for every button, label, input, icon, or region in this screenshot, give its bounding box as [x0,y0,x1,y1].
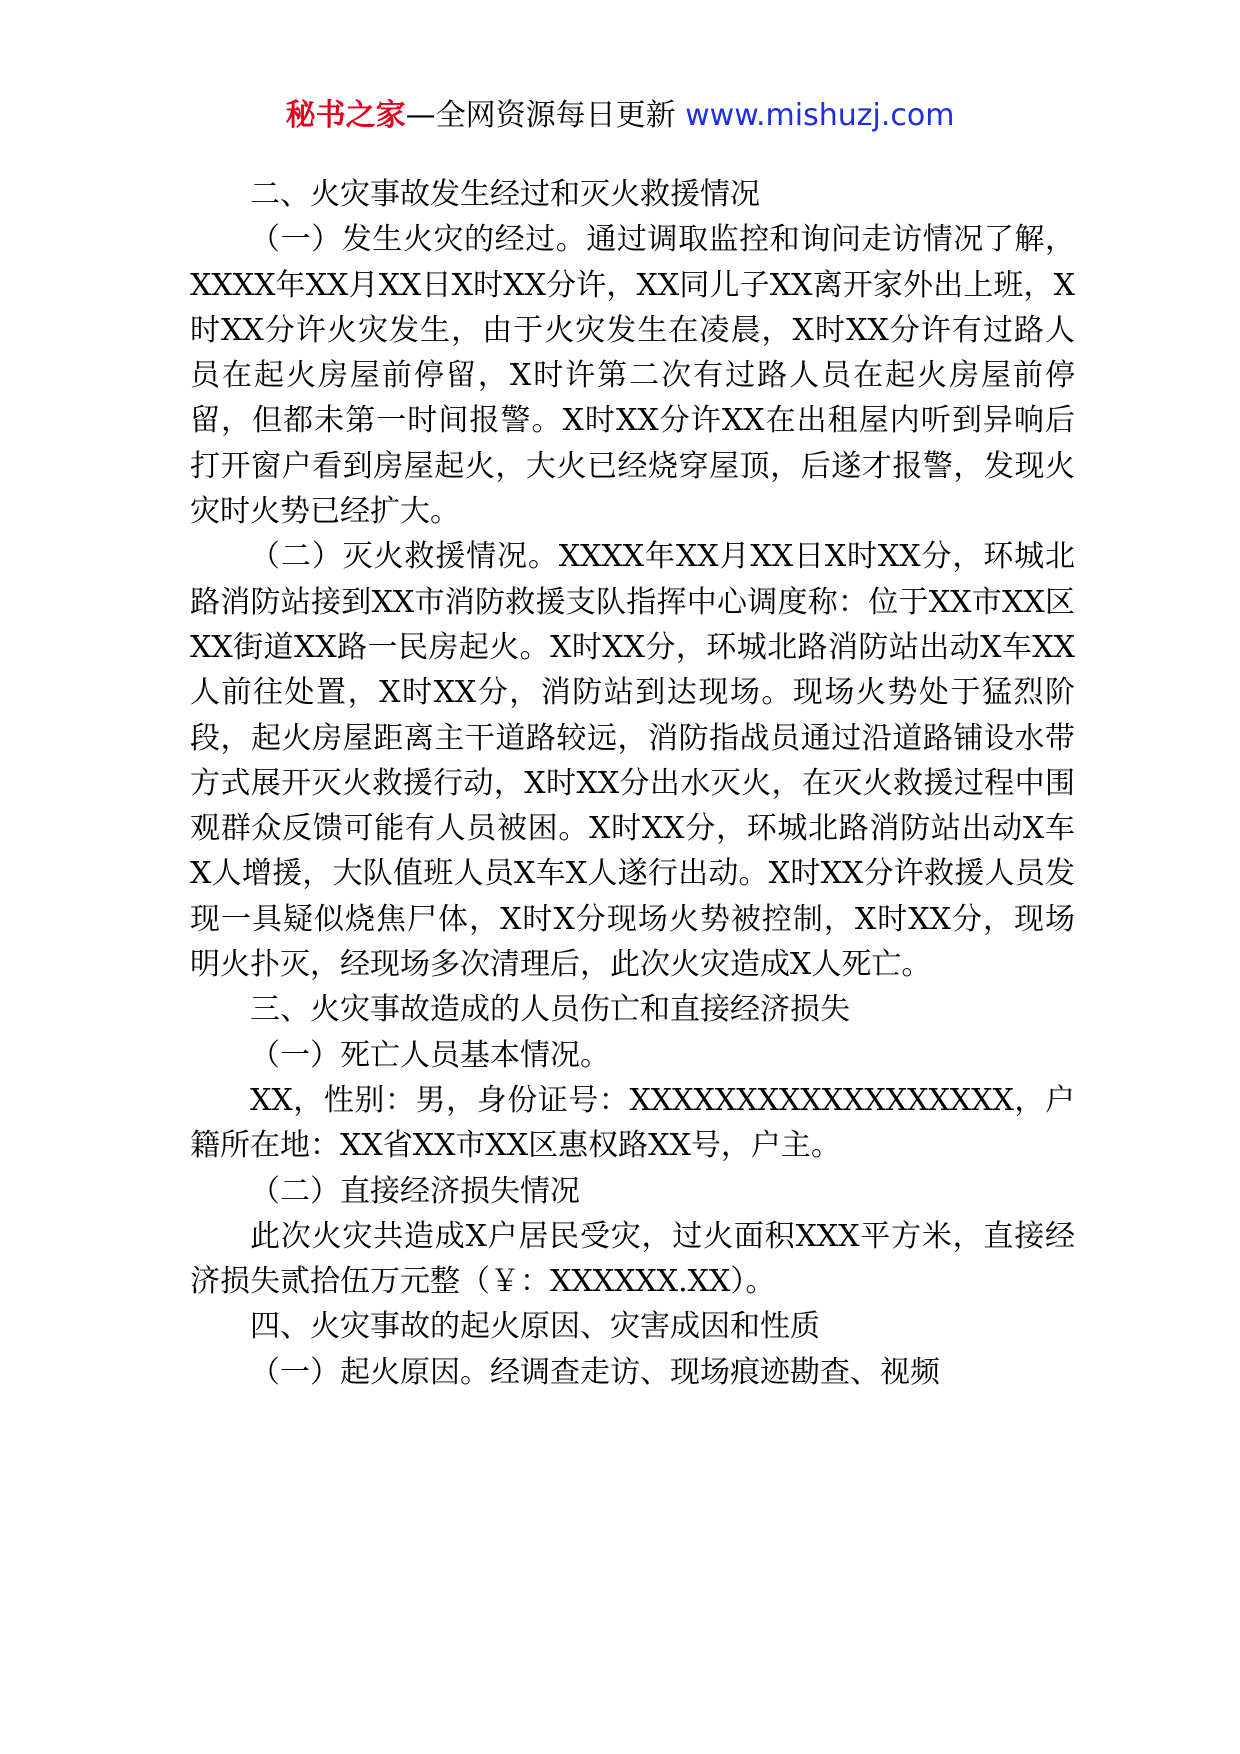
paragraph-fire-process: （一）发生火灾的经过。通过调取监控和询问走访情况了解，XXXX年XX月XX日X时XX分许，XX同儿子XX离开家外出上班，X时XX分许火灾发生，由于火灾发生在凌晨，X时XX分许有过路人员在起火房屋前停留，X时许第二次有过路人员在起火房屋前停留，但都未第一时间报警。X时XX分许XX在出租屋内听到异响后打开窗户看到房屋起火，大火已经烧穿屋顶，后遂才报警，发现火灾时火势已经扩大。 [190,222,1075,530]
section-heading-2: 二、火灾事故发生经过和灭火救援情况 [250,177,760,212]
site-url[interactable]: www.mishuzj.com [685,98,955,133]
site-tagline: —全网资源每日更新 [405,98,686,133]
paragraph-deceased-info: XX，性别：男，身份证号：XXXXXXXXXXXXXXXXXX，户籍所在地：XX省XX市XX区惠权路XX号，户主。 [190,1082,1075,1164]
paragraph-cause: （一）起火原因。经调查走访、现场痕迹勘查、视频 [250,1354,940,1390]
paragraph-loss: 此次火灾共造成X户居民受灾，过火面积XXX平方米，直接经济损失贰拾伍万元整（￥：XXXXXX.XX）。 [190,1218,1075,1300]
paragraph-rescue: （二）灭火救援情况。XXXX年XX月XX日X时XX分，环城北路消防站接到XX市消防救援支队指挥中心调度称：位于XX市XX区XX街道XX路一民房起火。X时XX分，环城北路消防站出动X车XX人前往处置，X时XX分，消防站到达现场。现场火势处于猛烈阶段，起火房屋距离主干道路较远，消防指战员通过沿道路铺设水带方式展开灭火救援行动，X时XX分出水灭火，在灭火救援过程中围观群众反馈可能有人员被困。X时XX分，环城北路消防站出动X车X人增援，大队值班人员X车X人遂行出动。X时XX分许救援人员发现一具疑似烧焦尸体，X时X分现场火势被控制，X时XX分，现场明火扑灭，经现场多次清理后，此次火灾造成X人死亡。 [190,539,1075,983]
subheading-loss: （二）直接经济损失情况 [250,1173,580,1209]
subheading-deceased: （一）死亡人员基本情况。 [250,1037,610,1073]
section-heading-4: 四、火灾事故的起火原因、灾害成因和性质 [250,1309,820,1345]
document-body [190,172,1075,1395]
site-header [0,96,1240,136]
section-heading-3: 三、火灾事故造成的人员伤亡和直接经济损失 [250,992,850,1028]
site-brand: 秘书之家 [285,98,406,133]
